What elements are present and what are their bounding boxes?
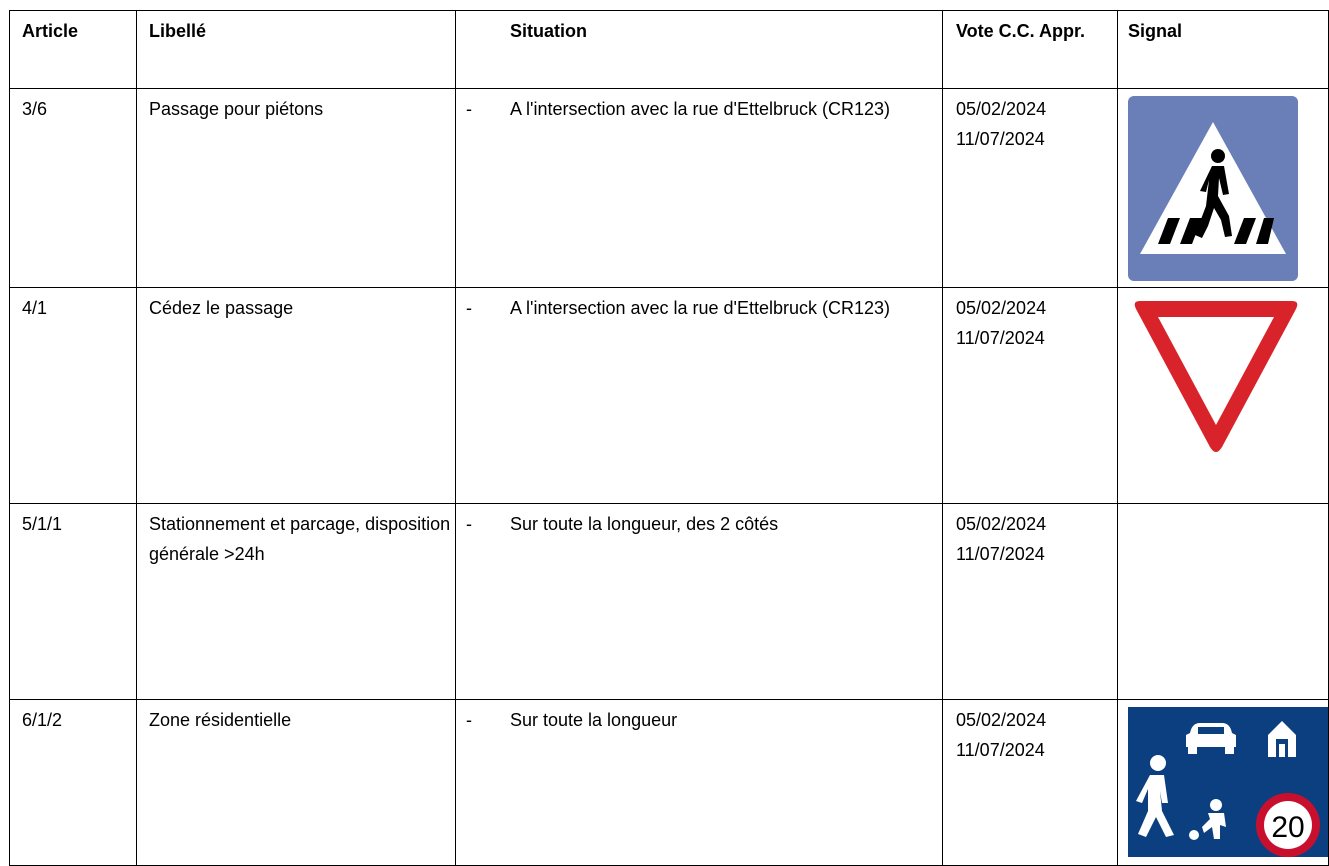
vote-date: 05/02/2024 xyxy=(956,99,1047,119)
table-row xyxy=(10,288,1329,504)
dash-cell: - xyxy=(456,288,495,504)
vote-date: 05/02/2024 xyxy=(956,710,1047,730)
dash-cell: - xyxy=(456,700,495,866)
table-header-row xyxy=(10,11,1329,89)
speed-limit-icon xyxy=(1256,793,1320,857)
dash-cell: - xyxy=(456,89,495,288)
libelle-cell: Zone résidentielle xyxy=(137,700,456,866)
situation-cell: Sur toute la longueur xyxy=(494,700,943,866)
situation-cell: A l'intersection avec la rue d'Ettelbruck (CR123) xyxy=(494,288,943,504)
approval-date: 11/07/2024 xyxy=(956,328,1045,348)
article-cell: 6/1/2 xyxy=(10,700,137,866)
table-row xyxy=(10,89,1329,288)
approval-date: 11/07/2024 xyxy=(956,544,1045,564)
regulation-table xyxy=(9,10,1329,866)
pedestrian-crossing-sign-icon xyxy=(1128,96,1298,281)
header-article: Article xyxy=(10,11,137,89)
vote-cell xyxy=(943,504,1118,700)
signal-cell xyxy=(1118,700,1329,866)
header-libelle: Libellé xyxy=(137,11,456,89)
yield-sign-icon xyxy=(1128,295,1304,457)
libelle-cell: Passage pour piétons xyxy=(137,89,456,288)
article-cell: 4/1 xyxy=(10,288,137,504)
table-row xyxy=(10,700,1329,866)
article-cell: 3/6 xyxy=(10,89,137,288)
approval-date: 11/07/2024 xyxy=(956,129,1045,149)
article-cell: 5/1/1 xyxy=(10,504,137,700)
libelle-cell: Cédez le passage xyxy=(137,288,456,504)
header-situation: Situation xyxy=(494,11,943,89)
vote-cell xyxy=(943,700,1118,866)
table-row xyxy=(10,504,1329,700)
libelle-cell: Stationnement et parcage, disposition générale >24h xyxy=(137,504,456,700)
vote-date: 05/02/2024 xyxy=(956,298,1047,318)
dash-cell: - xyxy=(456,504,495,700)
situation-cell: A l'intersection avec la rue d'Ettelbruck (CR123) xyxy=(494,89,943,288)
residential-zone-sign-icon xyxy=(1128,707,1328,857)
vote-date: 05/02/2024 xyxy=(956,514,1047,534)
signal-cell xyxy=(1118,89,1329,288)
situation-cell: Sur toute la longueur, des 2 côtés xyxy=(494,504,943,700)
header-signal: Signal xyxy=(1118,11,1329,89)
vote-cell xyxy=(943,89,1118,288)
signal-cell xyxy=(1118,288,1329,504)
signal-cell xyxy=(1118,504,1329,700)
header-vote: Vote C.C. Appr. xyxy=(943,11,1118,89)
header-spacer xyxy=(456,11,495,89)
speed-limit-value: 20 xyxy=(1271,811,1305,844)
approval-date: 11/07/2024 xyxy=(956,740,1045,760)
vote-cell xyxy=(943,288,1118,504)
